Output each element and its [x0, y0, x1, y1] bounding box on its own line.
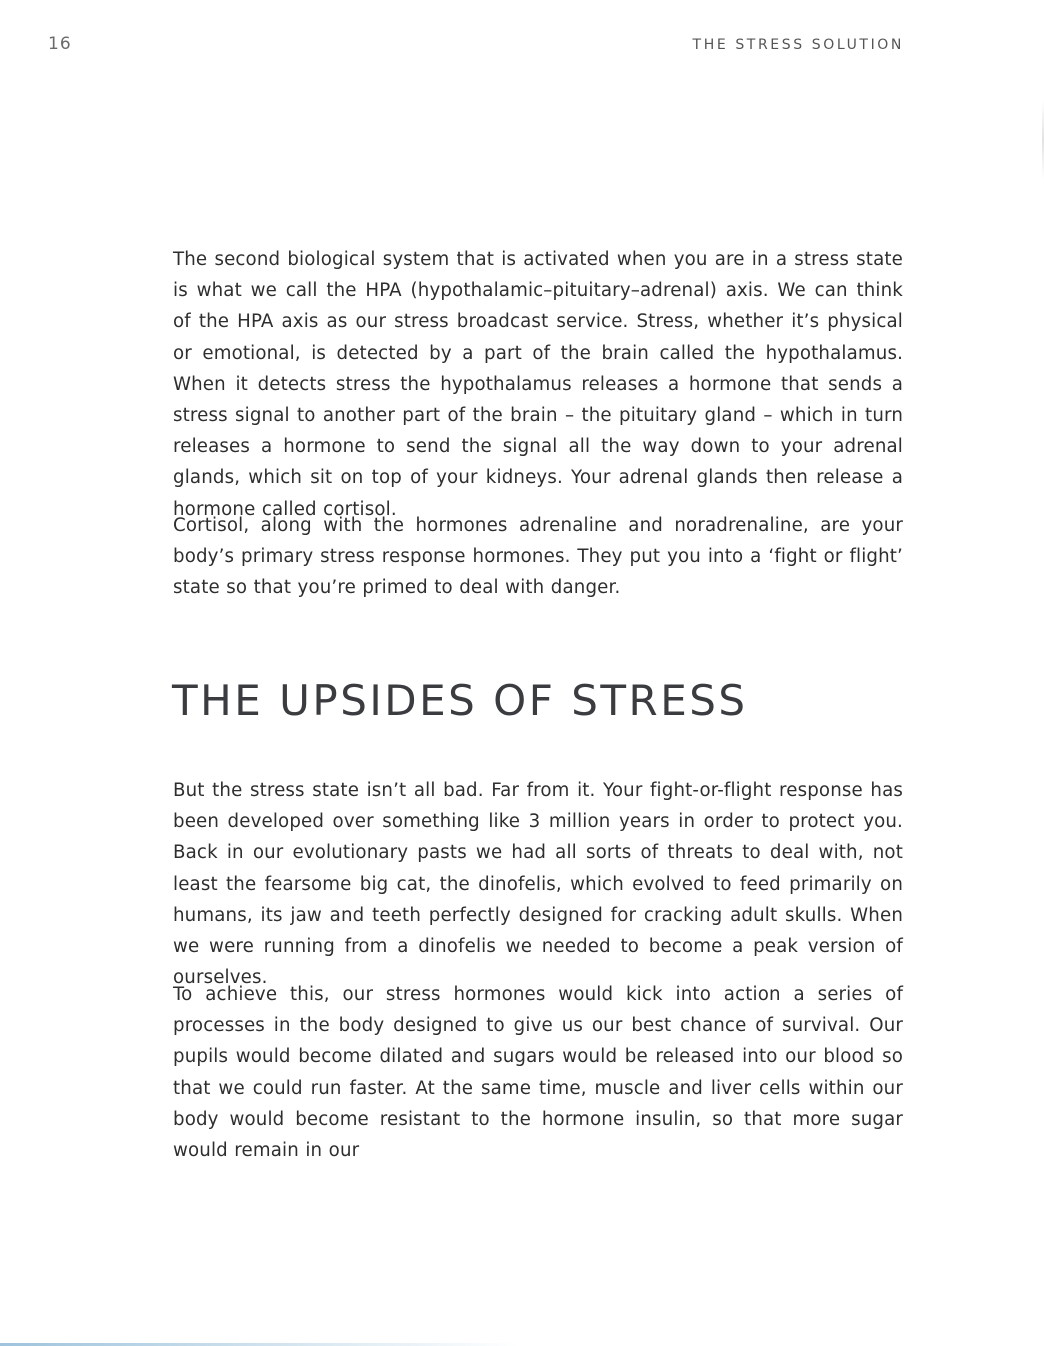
- running-header-title: THE STRESS SOLUTION: [692, 37, 904, 53]
- body-paragraph-hpa-axis: The second biological system that is activated when you are in a stress state is what we call the HPA (hypothalamic–pituitary–adrenal) axis. We can think of the HPA axis as our stress broadcast service. Stress, whether it’s physical or emotional, is detected by a part of the brain called the hypothalamus. When it detects stress the hypothalamus releases a hormone that sends a stress signal to another part of the brain – the pituitary gland – which in turn releases a hormone to send the signal all the way down to your adrenal glands, which sit on top of your kidneys. Your adrenal glands then release a hormone called cortisol.: [173, 249, 903, 520]
- section-heading: THE UPSIDES OF STRESS: [172, 676, 748, 725]
- page-number: 16: [48, 34, 72, 54]
- body-paragraph-stress-hormones: To achieve this, our stress hormones would kick into action a series of processes in the body designed to give us our best chance of survival. Our pupils would become dilated and sugars would be released into our blood so that we could run faster. At the same time, muscle and liver cells within our body would become resistant to the hormone insulin, so that more sugar would remain in our: [173, 984, 903, 1162]
- body-paragraph-cortisol: Cortisol, along with the hormones adrenaline and noradrenaline, are your body’s primary stress response hormones. They put you into a ‘fight or flight’ state so that you’re primed to deal with danger.: [173, 515, 903, 599]
- body-paragraph-fight-or-flight: But the stress state isn’t all bad. Far from it. Your fight-or-flight response has been developed over something like 3 million years in order to protect you. Back in our evolutionary pasts we had all sorts of threats to deal with, not least the fearsome big cat, the dinofelis, which evolved to feed primarily on humans, its jaw and teeth perfectly designed for cracking adult skulls. When we were running from a dinofelis we needed to become a peak version of ourselves.: [173, 780, 903, 989]
